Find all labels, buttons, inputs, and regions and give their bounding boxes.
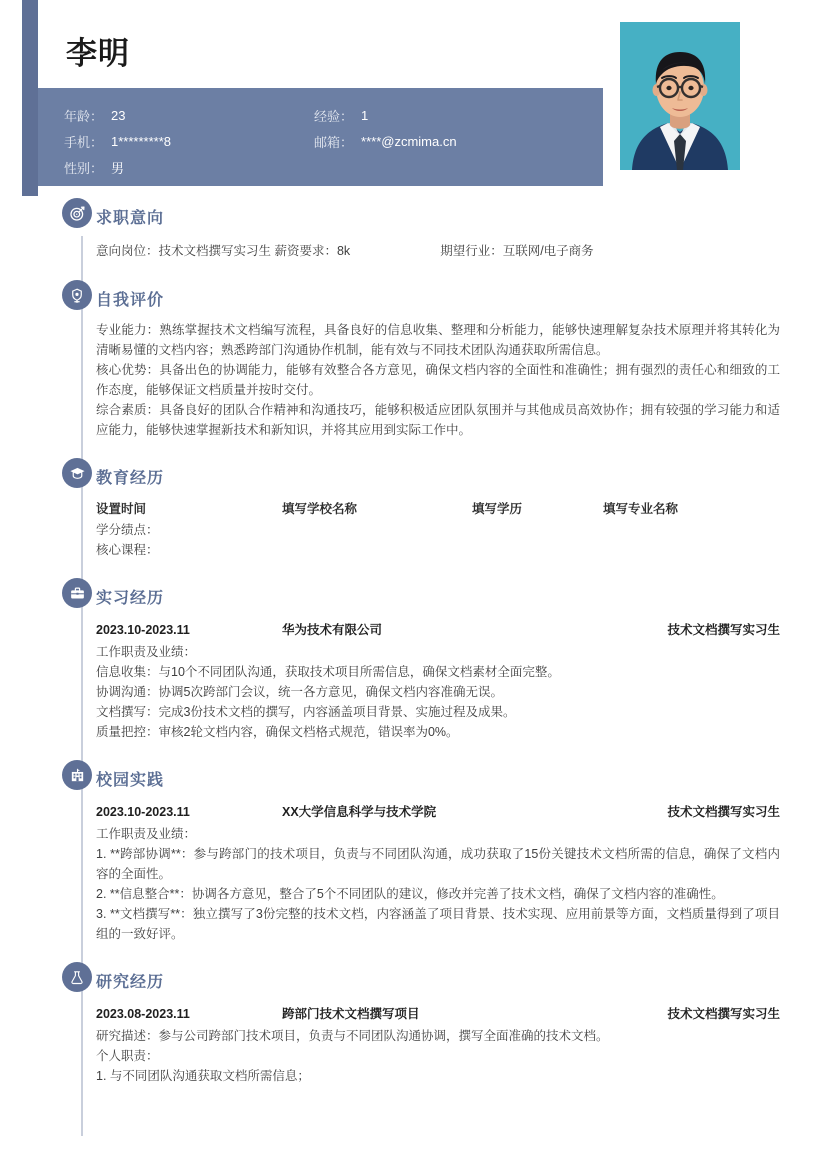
section-internship <box>0 576 820 742</box>
intention-industry: 期望行业：互联网/电子商务 <box>440 244 594 258</box>
field-gender-value: 男 <box>111 160 125 176</box>
section-title: 教育经历 <box>96 469 165 487</box>
internship-line: 协调沟通：协调5次跨部门会议，统一各方意见，确保文档内容准确无误。 <box>96 685 503 699</box>
section-self-evaluation <box>0 278 820 440</box>
section-header <box>96 196 780 236</box>
section-title: 校园实践 <box>96 771 165 789</box>
badge-icon <box>62 280 92 310</box>
section-title: 自我评价 <box>96 291 165 309</box>
campus-line: 3. **文档撰写**：独立撰写了3份完整的技术文档，内容涵盖了项目背景、技术实现、应用前景等方面，文档质量得到了项目组的一致好评。 <box>96 907 780 941</box>
research-details <box>96 1026 780 1086</box>
section-header <box>96 576 780 616</box>
flask-icon <box>62 962 92 992</box>
intention-position-salary: 意向岗位：技术文档撰写实习生 薪资要求：8k <box>96 244 351 258</box>
education-col-degree: 填写学历 <box>472 502 523 516</box>
research-entry-header <box>96 1002 780 1026</box>
section-content <box>96 236 780 262</box>
research-line: 研究描述：参与公司跨部门技术项目，负责与不同团队沟通协调，撰写全面准确的技术文档。 <box>96 1029 609 1043</box>
section-content <box>96 798 780 944</box>
section-title: 研究经历 <box>96 973 165 991</box>
internship-line: 信息收集：与10个不同团队沟通，获取技术项目所需信息，确保文档素材全面完整。 <box>96 665 560 679</box>
campus-line: 工作职责及业绩： <box>96 827 197 841</box>
field-age <box>64 106 314 125</box>
section-content <box>96 496 780 560</box>
section-job-intention <box>0 196 820 262</box>
campus-line: 2. **信息整合**：协调各方意见，整合了5个不同团队的建议，修改并完善了技术文档，确保了文档内容的准确性。 <box>96 887 724 901</box>
section-header <box>96 758 780 798</box>
section-header <box>96 960 780 1000</box>
section-title: 实习经历 <box>96 589 165 607</box>
section-header <box>96 456 780 496</box>
graduation-cap-icon <box>62 458 92 488</box>
campus-organization: XX大学信息科学与技术学院 <box>282 805 437 819</box>
field-email-value: ****@zcmima.cn <box>361 133 457 149</box>
resume-header <box>0 0 820 196</box>
section-title: 求职意向 <box>96 209 165 227</box>
section-content <box>96 616 780 742</box>
campus-line: 1. **跨部协调**：参与跨部门的技术项目，负责与不同团队沟通，成功获取了15份关键技术文档所需的信息，确保了文档内容的全面性。 <box>96 847 780 881</box>
section-campus-practice <box>0 758 820 944</box>
internship-entry-header <box>96 618 780 642</box>
field-phone-value: 1*********8 <box>111 133 172 149</box>
research-project: 跨部门技术文档撰写项目 <box>282 1007 420 1021</box>
field-experience <box>314 106 574 125</box>
education-courses-line: 核心课程： <box>96 543 159 557</box>
self-evaluation-paragraph: 专业能力：熟练掌握技术文档编写流程，具备良好的信息收集、整理和分析能力，能够快速理解复杂技术原理并将其转化为清晰易懂的文档内容；熟悉跨部门沟通协作机制，能有效与不同技术团队沟通获取所需信息。 <box>96 323 780 357</box>
section-education <box>0 456 820 560</box>
internship-date: 2023.10-2023.11 <box>96 623 190 637</box>
education-col-time: 设置时间 <box>96 502 147 516</box>
field-gender-label: 性别： <box>64 160 104 176</box>
contact-info-row <box>64 102 584 128</box>
header-info-band <box>38 88 603 186</box>
campus-details <box>96 824 780 944</box>
section-header <box>96 278 780 318</box>
education-col-school: 填写学校名称 <box>282 502 358 516</box>
internship-details <box>96 642 780 742</box>
education-col-major: 填写专业名称 <box>603 502 679 516</box>
internship-role: 技术文档撰写实习生 <box>667 623 780 637</box>
campus-date: 2023.10-2023.11 <box>96 805 190 819</box>
field-gender <box>64 158 314 177</box>
section-research <box>0 960 820 1086</box>
field-email <box>314 132 574 151</box>
field-age-value: 23 <box>111 107 126 123</box>
internship-company: 华为技术有限公司 <box>282 623 383 637</box>
internship-line: 质量把控：审核2轮文档内容，确保文档格式规范，错误率为0%。 <box>96 725 459 739</box>
school-building-icon <box>62 760 92 790</box>
profile-photo <box>620 22 740 170</box>
field-experience-label: 经验： <box>314 108 354 124</box>
intention-row <box>96 238 780 262</box>
candidate-name: 李明 <box>66 36 130 71</box>
campus-role: 技术文档撰写实习生 <box>667 805 780 819</box>
field-experience-value: 1 <box>361 107 369 123</box>
education-gpa-line: 学分绩点： <box>96 523 159 537</box>
field-email-label: 邮箱： <box>314 134 354 150</box>
field-phone <box>64 132 314 151</box>
internship-line: 工作职责及业绩： <box>96 645 197 659</box>
field-phone-label: 手机： <box>64 134 104 150</box>
research-line: 1. 与不同团队沟通获取文档所需信息； <box>96 1069 310 1083</box>
contact-info-grid <box>64 102 584 180</box>
header-accent-bar <box>22 0 38 196</box>
research-role: 技术文档撰写实习生 <box>667 1007 780 1021</box>
research-line: 个人职责： <box>96 1049 159 1063</box>
campus-entry-header <box>96 800 780 824</box>
self-evaluation-paragraph: 核心优势：具备出色的协调能力，能够有效整合各方意见，确保文档内容的全面性和准确性；拥有强烈的责任心和细致的工作态度，能够保证文档质量并按时交付。 <box>96 363 780 397</box>
section-content <box>96 1000 780 1086</box>
internship-line: 文档撰写：完成3份技术文档的撰写，内容涵盖项目背景、实施过程及成果。 <box>96 705 516 719</box>
contact-info-row <box>64 128 584 154</box>
section-content <box>96 318 780 440</box>
research-date: 2023.08-2023.11 <box>96 1007 190 1021</box>
target-icon <box>62 198 92 228</box>
contact-info-row <box>64 154 584 180</box>
education-header-row <box>96 498 780 520</box>
field-age-label: 年龄： <box>64 108 104 124</box>
briefcase-icon <box>62 578 92 608</box>
self-evaluation-paragraph: 综合素质：具备良好的团队合作精神和沟通技巧，能够积极适应团队氛围并与其他成员高效协作；拥有较强的学习能力和适应能力，能够快速掌握新技术和新知识，并将其应用到实际工作中。 <box>96 403 780 437</box>
